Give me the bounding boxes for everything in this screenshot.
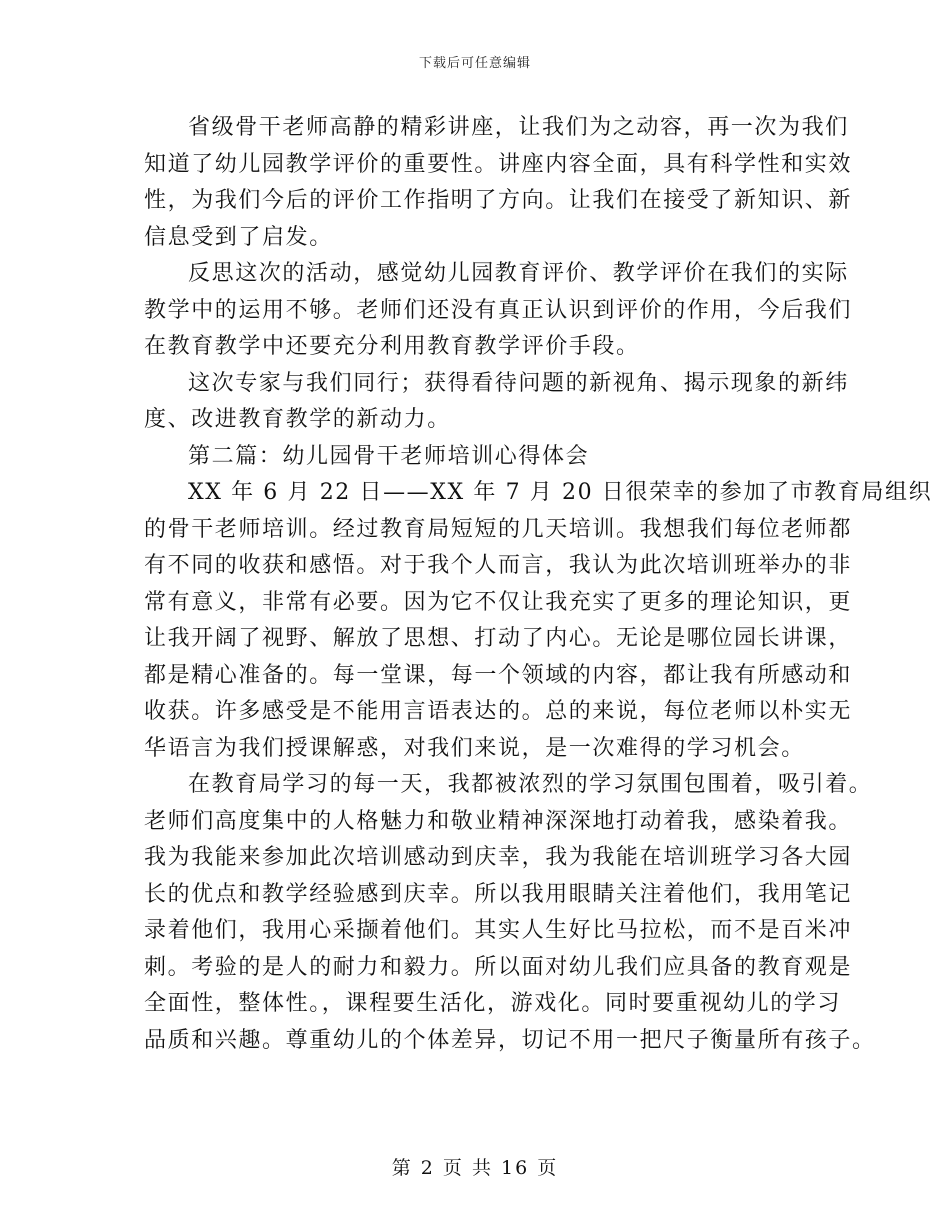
text-line: 收获。许多感受是不能用言语表达的。总的来说，每位老师以朴实无 (144, 699, 853, 724)
text-line: 长的优点和教学经验感到庆幸。所以我用眼睛关注着他们，我用笔记 (144, 881, 853, 907)
text-line: 度、改进教育教学的新动力。 (144, 407, 451, 432)
text-line: 性，为我们今后的评价工作指明了方向。让我们在接受了新知识、新 (144, 188, 853, 213)
text-line: 知道了幼儿园教学评价的重要性。讲座内容全面，具有科学性和实效 (144, 151, 853, 177)
text-line: 省级骨干老师高静的精彩讲座，让我们为之动容，再一次为我们 (188, 115, 849, 140)
document-body (144, 110, 933, 1059)
text-line: 都是精心准备的。每一堂课，每一个领域的内容，都让我有所感动和 (144, 662, 853, 688)
text-line: 在教育局学习的每一天，我都被浓烈的学习氛围包围着，吸引着。 (188, 772, 873, 797)
page-number: 第 2 页 共 16 页 (391, 1157, 559, 1179)
text-line: 这次专家与我们同行；获得看待问题的新视角、揭示现象的新纬 (188, 370, 849, 396)
text-line: 有不同的收获和感悟。对于我个人而言，我认为此次培训班举办的非 (144, 553, 853, 578)
text-line: 老师们高度集中的人格魅力和敬业精神深深地打动着我，感染着我。 (144, 808, 853, 834)
text-line: 信息受到了启发。 (144, 224, 333, 250)
text-line: 的骨干老师培训。经过教育局短短的几天培训。我想我们每位老师都 (144, 516, 853, 542)
text-line: 常有意义，非常有必要。因为它不仅让我充实了更多的理论知识，更 (144, 589, 853, 615)
text-line: 华语言为我们授课解惑，对我们来说，是一次难得的学习机会。 (144, 735, 805, 761)
text-line: 第二篇：幼儿园骨干老师培训心得体会 (188, 443, 590, 469)
text-line: 让我开阔了视野、解放了思想、打动了内心。无论是哪位园长讲课， (144, 626, 853, 651)
text-line: 反思这次的活动，感觉幼儿园教育评价、教学评价在我们的实际 (188, 261, 849, 286)
text-line: 在教育教学中还要充分利用教育教学评价手段。 (144, 334, 640, 359)
text-line: 录着他们，我用心采撷着他们。其实人生好比马拉松，而不是百米冲 (144, 918, 853, 943)
text-line: 我为我能来参加此次培训感动到庆幸，我为我能在培训班学习各大园 (144, 845, 853, 870)
header-note: 下载后可任意编辑 (418, 56, 531, 71)
text-line: 刺。考验的是人的耐力和毅力。所以面对幼儿我们应具备的教育观是 (144, 954, 853, 980)
text-line: XX 年 6 月 22 日——XX 年 7 月 20 日很荣幸的参加了市教育局组织 (188, 480, 933, 505)
text-line: 全面性，整体性。，课程要生活化，游戏化。同时要重视幼儿的学习 (144, 991, 842, 1016)
text-line: 品质和兴趣。尊重幼儿的个体差异，切记不用一把尺子衡量所有孩子。 (144, 1027, 876, 1053)
text-line: 教学中的运用不够。老师们还没有真正认识到评价的作用，今后我们 (144, 297, 853, 323)
